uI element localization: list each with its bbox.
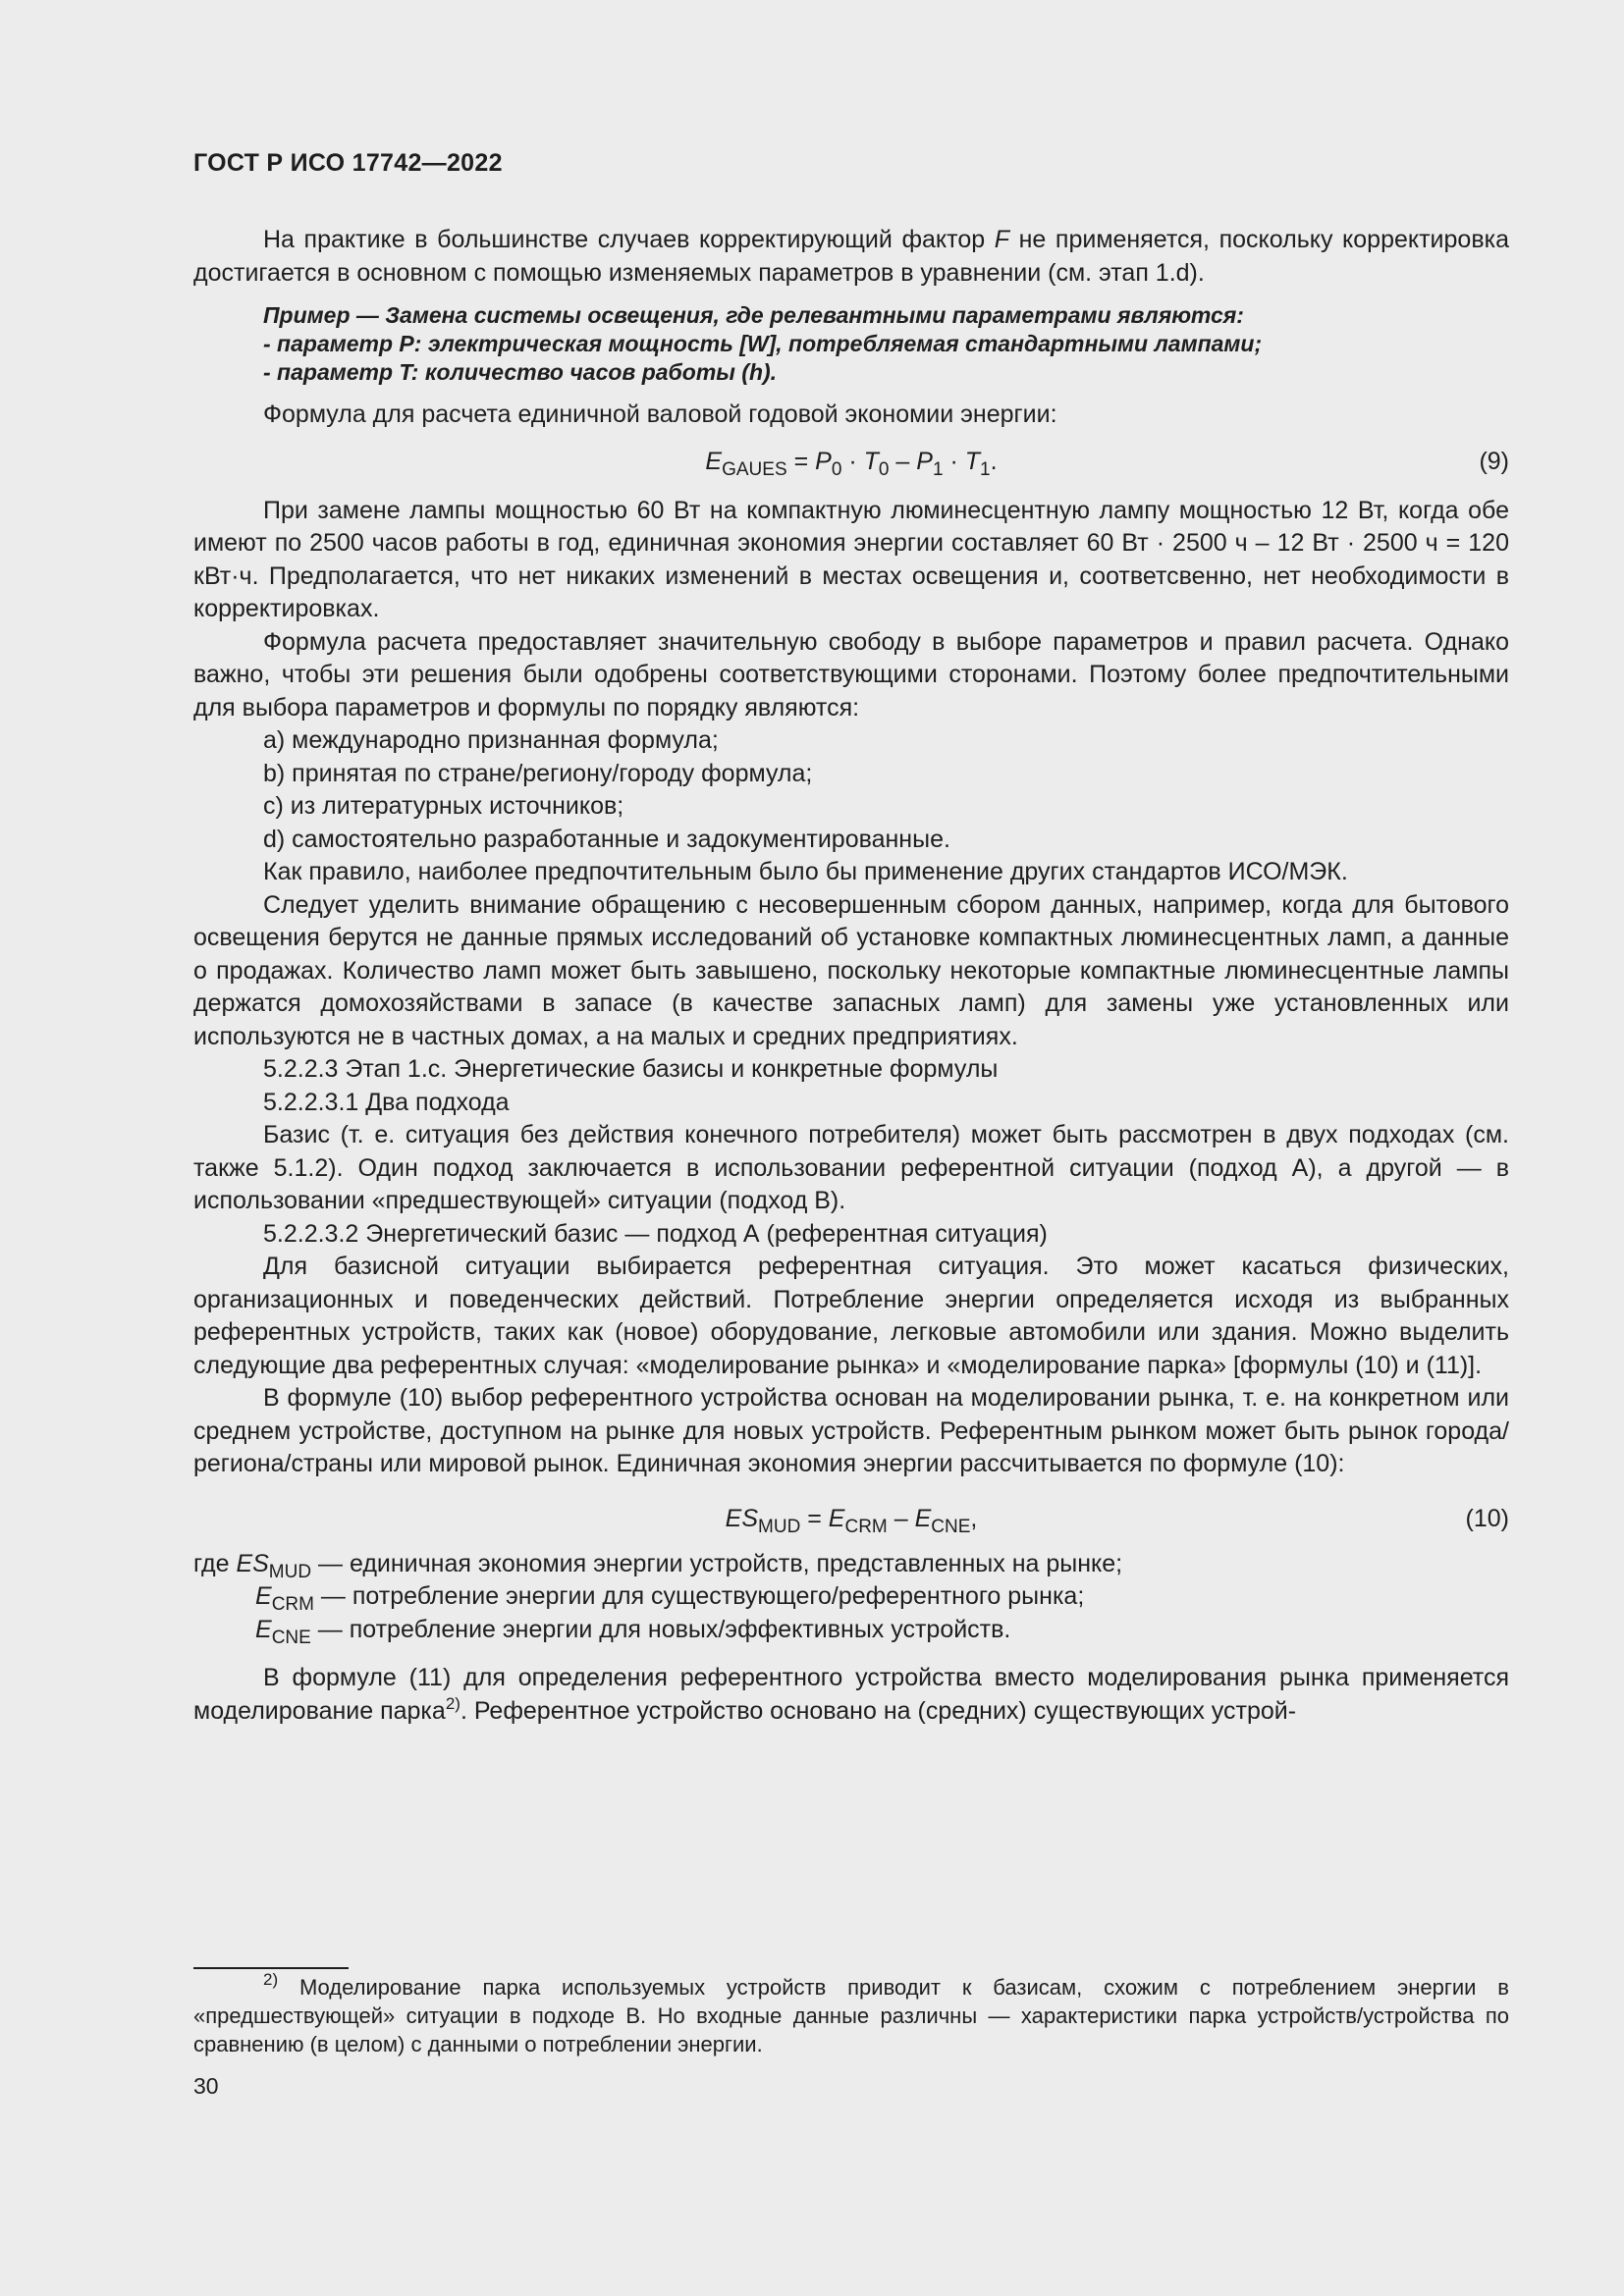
example-block (263, 301, 1509, 387)
document-header: ГОСТ Р ИСО 17742—2022 (193, 149, 503, 177)
footnote: $^{2)}$ Моделирование парка используемых устройств приводит к базисам, схожим с потреблением энергии в «предшествующей» ситуации в подходе В. Но входные данные различны — характеристики парка устройств/устройства по сравнению (в целом) с данными о потреблении энергии. (193, 1970, 1509, 2056)
list-item: a) международно признанная формула; (263, 726, 719, 754)
page-number: 30 (193, 2073, 219, 2099)
paragraph-reference-situation: Для базисной ситуации выбирается референтная ситуация. Это может касаться физических, организационных и поведенческих действий. Потребление энергии определяется исходя из выбранных референтных устройств, таких как (новое) оборудование, легковые автомобили или здания. Можно выделить следующие два референтных случая: «моделирование рынка» и «моделирование парка» [формулы (10) и (11)]. (193, 1253, 1509, 1379)
section-heading: 5.2.2.3.2 Энергетический базис — подход А (референтная ситуация) (263, 1219, 1048, 1248)
formula-number: (9) (1479, 447, 1509, 475)
paragraph-data-collection: Следует уделить внимание обращению с несовершенным сбором данных, например, когда для бытового освещения берутся не данные прямых исследований об установке компактных люминесцентных ламп, а данные о продажах. Количество ламп может быть завышено, поскольку некоторые компактные люминесцентные лампы держатся домохозяйствами в запасе (в качестве запасных ламп) для замены уже установленных или используются не в частных домах, а на малых и средних предприятиях. (193, 890, 1509, 1050)
footnote-divider (193, 1967, 349, 1969)
paragraph-preference: Как правило, наиболее предпочтительным было бы применение других стандартов ИСО/МЭК. (263, 858, 1348, 885)
example-line: Пример — Замена системы освещения, где релевантными параметрами являются: (263, 302, 1244, 328)
formula-intro: Формула для расчета единичной валовой годовой экономии энергии: (263, 400, 1057, 428)
section-heading: 5.2.2.3.1 Два подхода (263, 1088, 510, 1116)
paragraph-lamp-example: При замене лампы мощностью 60 Вт на компактную люминесцентную лампу мощностью 12 Вт, когда обе имеют по 2500 часов работы в год, единичная экономия энергии составляет 60 Вт · 2500 ч – 12 Вт · 2500 ч = 120 кВт·ч. Предполагается, что нет никаких изменений в местах освещения и, соответсвенно, нет необходимости в корректировках. (193, 496, 1509, 622)
where-line: $E_{CRM}$ — потребление энергии для существующего/референтного рынка; (255, 1582, 1085, 1615)
where-line: где $ES_{MUD}$ — единичная экономия энергии устройств, представленных на рынке; (193, 1549, 1123, 1582)
list-item: d) самостоятельно разработанные и задокументированные. (263, 825, 950, 853)
where-line: $E_{CNE}$ — потребление энергии для новых/эффективных устройств. (255, 1615, 1011, 1648)
paragraph-formula-freedom: Формула расчета предоставляет значительную свободу в выборе параметров и правил расчета. Однако важно, чтобы эти решения были одобрены соответствующими сторонами. Поэтому более предпочтительными для выбора параметров и формулы по порядку являются: (193, 627, 1509, 721)
footnote-reference[interactable]: 2) (445, 1693, 460, 1713)
paragraph-correction-factor: На практике в большинстве случаев корректирующий фактор F не применяется, поскольку корректировка достигается в основном с помощью изменяемых параметров в уравнении (см. этап 1.d). (193, 226, 1509, 287)
paragraph-fleet-modelling: В формуле (11) для определения референтного устройства вместо моделирования рынка применяется моделирование парка$^{2)}$. Референтное устройство основано на (средних) существующих устрой- (193, 1664, 1509, 1725)
where-list (193, 1548, 1509, 1647)
example-line: - параметр P: электрическая мощность [W], потребляемая стандартными лампами; (263, 331, 1263, 356)
formula-9: $E_{GAUES} = P_0 \cdot T_0 - P_1 \cdot T_1$. (9) (705, 447, 1509, 480)
formula-10: $ES_{MUD} = E_{CRM} - E_{CNE}$, (10) (725, 1504, 1509, 1537)
formula-number: (10) (1465, 1504, 1509, 1532)
paragraph-basis: Базис (т. е. ситуация без действия конечного потребителя) может быть рассмотрен в двух подходах (см. также 5.1.2). Один подход заключается в использовании референтной ситуации (подход А), а другой — в использовании «предшествующей» ситуации (подход В). (193, 1121, 1509, 1214)
paragraph-market-modelling: В формуле (10) выбор референтного устройства основан на моделировании рынка, т. е. на конкретном или среднем устройстве, доступном на рынке для новых устройств. Референтным рынком может быть рынок города/региона/страны или мировой рынок. Единичная экономия энергии рассчитывается по формуле (10): (193, 1384, 1509, 1477)
list-item: b) принятая по стране/региону/городу формула; (263, 759, 813, 787)
body-text (193, 224, 1509, 1728)
footnote-mark: 2) (263, 1970, 279, 1989)
list-item: c) из литературных источников; (263, 792, 624, 820)
section-heading: 5.2.2.3 Этап 1.с. Энергетические базисы и конкретные формулы (263, 1055, 999, 1083)
example-line: - параметр T: количество часов работы (h). (263, 359, 778, 385)
